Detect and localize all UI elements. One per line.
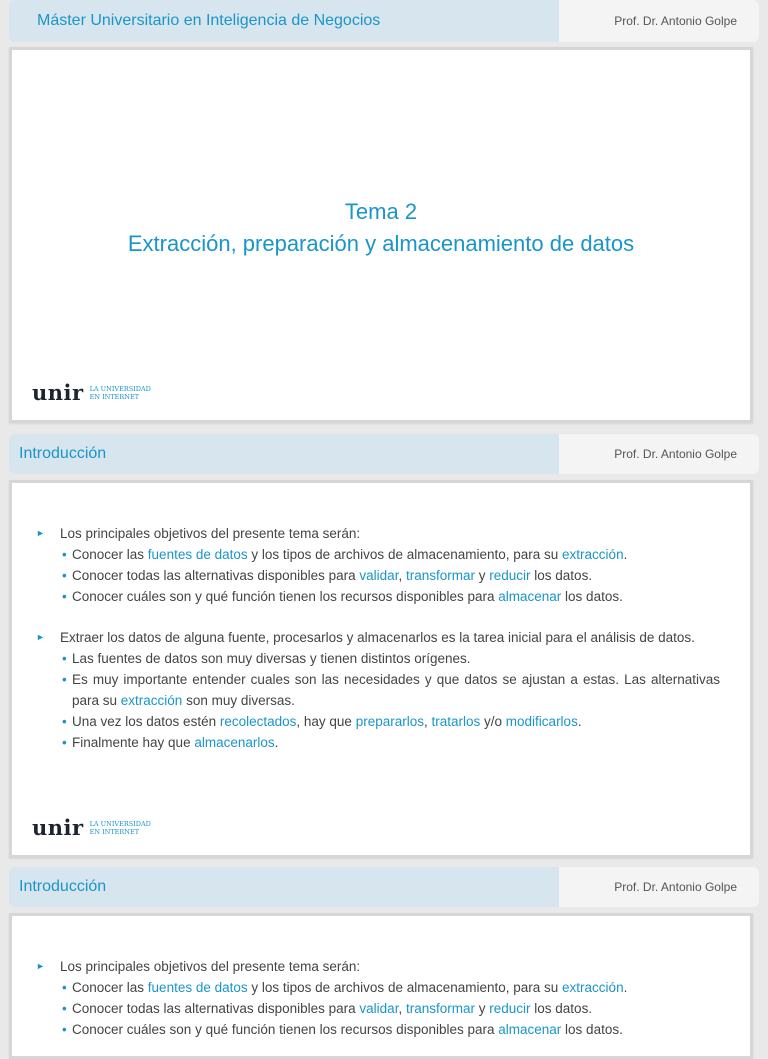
slide3-header [9, 867, 759, 907]
highlight: almacenar [498, 589, 562, 604]
bullet-text: Los principales objetivos del presente tema serán: [60, 526, 361, 541]
section-title: Introducción [19, 445, 107, 462]
highlight: extracción [120, 693, 183, 708]
bullet-text: Extraer los datos de alguna fuente, procesarlos y almacenarlos es la tarea inicial para el análisis de datos. [60, 630, 695, 645]
highlight: transformar [405, 1001, 475, 1016]
bullet-objectives [34, 956, 720, 977]
bullet-objectives [34, 523, 720, 544]
dot-bullet-icon: • [62, 735, 67, 750]
dot-bullet-icon: • [62, 589, 67, 604]
dot-bullet-icon: • [62, 1001, 67, 1016]
logo-wordmark: unir [32, 380, 84, 405]
logo-tagline-line1: LA UNIVERSIDAD [89, 819, 151, 828]
section-title: Introducción [19, 878, 107, 895]
highlight: fuentes de datos [147, 547, 248, 562]
professor-name: Prof. Dr. Antonio Golpe [614, 447, 737, 461]
cover-topic-title: Extracción, preparación y almacenamiento de datos [127, 231, 635, 256]
logo-wordmark: unir [32, 815, 84, 840]
highlight: transformar [405, 568, 475, 583]
sub-item: • Conocer cuáles son y qué función tienen los recursos disponibles para almacenar los datos. [34, 1019, 720, 1040]
highlight: reducir [489, 568, 531, 583]
sub-item: • Conocer las fuentes de datos y los tipos de archivos de almacenamiento, para su extracción. [34, 977, 720, 998]
intro-content [34, 523, 720, 753]
arrow-bullet-icon: ► [36, 961, 45, 971]
arrow-bullet-icon: ► [36, 528, 45, 538]
logo-tagline-line2: EN INTERNET [89, 392, 140, 401]
sub-item: • Una vez los datos estén recolectados, hay que prepararlos, tratarlos y/o modificarlos. [34, 711, 720, 732]
sub-item: • Conocer las fuentes de datos y los tipos de archivos de almacenamiento, para su extracción. [34, 544, 720, 565]
logo-tagline [90, 385, 151, 401]
master-title: Máster Universitario en Inteligencia de Negocios [37, 12, 381, 29]
arrow-bullet-icon: ► [36, 632, 45, 642]
sub-item: • Conocer todas las alternativas disponibles para validar, transformar y reducir los datos. [34, 998, 720, 1019]
bullet-text: Los principales objetivos del presente tema serán: [60, 959, 361, 974]
sub-item: • Conocer cuáles son y qué función tienen los recursos disponibles para almacenar los datos. [34, 586, 720, 607]
highlight: recolectados [219, 714, 297, 729]
cover-slide [9, 47, 753, 423]
professor-name: Prof. Dr. Antonio Golpe [614, 880, 737, 894]
dot-bullet-icon: • [62, 1022, 67, 1037]
bullet-extraction [34, 627, 720, 648]
cover-topic-number: Tema 2 [344, 199, 418, 224]
highlight: prepararlos [355, 714, 424, 729]
logo-tagline-line2: EN INTERNET [89, 827, 140, 836]
highlight: extracción [562, 547, 624, 562]
intro-slide-repeat [9, 913, 753, 1059]
sub-item: • Finalmente hay que almacenarlos. [34, 732, 720, 753]
unir-logo [32, 815, 151, 840]
unir-logo [32, 380, 151, 405]
highlight: tratarlos [431, 714, 481, 729]
sub-item: • Conocer todas las alternativas disponibles para validar, transformar y reducir los datos. [34, 565, 720, 586]
logo-tagline-line1: LA UNIVERSIDAD [89, 384, 151, 393]
highlight: fuentes de datos [147, 980, 248, 995]
professor-name: Prof. Dr. Antonio Golpe [614, 14, 737, 28]
dot-bullet-icon: • [62, 547, 67, 562]
slide1-header [9, 0, 759, 42]
sub-item: • Es muy importante entender cuales son las necesidades y que datos se ajustan a estas. Las alternativas para su extracción son muy diversas. [34, 669, 720, 711]
intro-content [34, 956, 720, 1040]
dot-bullet-icon: • [62, 714, 67, 729]
dot-bullet-icon: • [62, 651, 67, 666]
dot-bullet-icon: • [62, 672, 67, 687]
highlight: almacenarlos [194, 735, 275, 750]
highlight: validar [359, 1001, 399, 1016]
logo-tagline [90, 820, 151, 836]
dot-bullet-icon: • [62, 980, 67, 995]
sub-item: • Las fuentes de datos son muy diversas y tienen distintos orígenes. [34, 648, 720, 669]
dot-bullet-icon: • [62, 568, 67, 583]
highlight: extracción [562, 980, 624, 995]
intro-slide [9, 480, 753, 858]
highlight: validar [359, 568, 399, 583]
highlight: reducir [489, 1001, 531, 1016]
highlight: modificarlos [505, 714, 578, 729]
slide2-header [9, 434, 759, 474]
highlight: almacenar [498, 1022, 562, 1037]
